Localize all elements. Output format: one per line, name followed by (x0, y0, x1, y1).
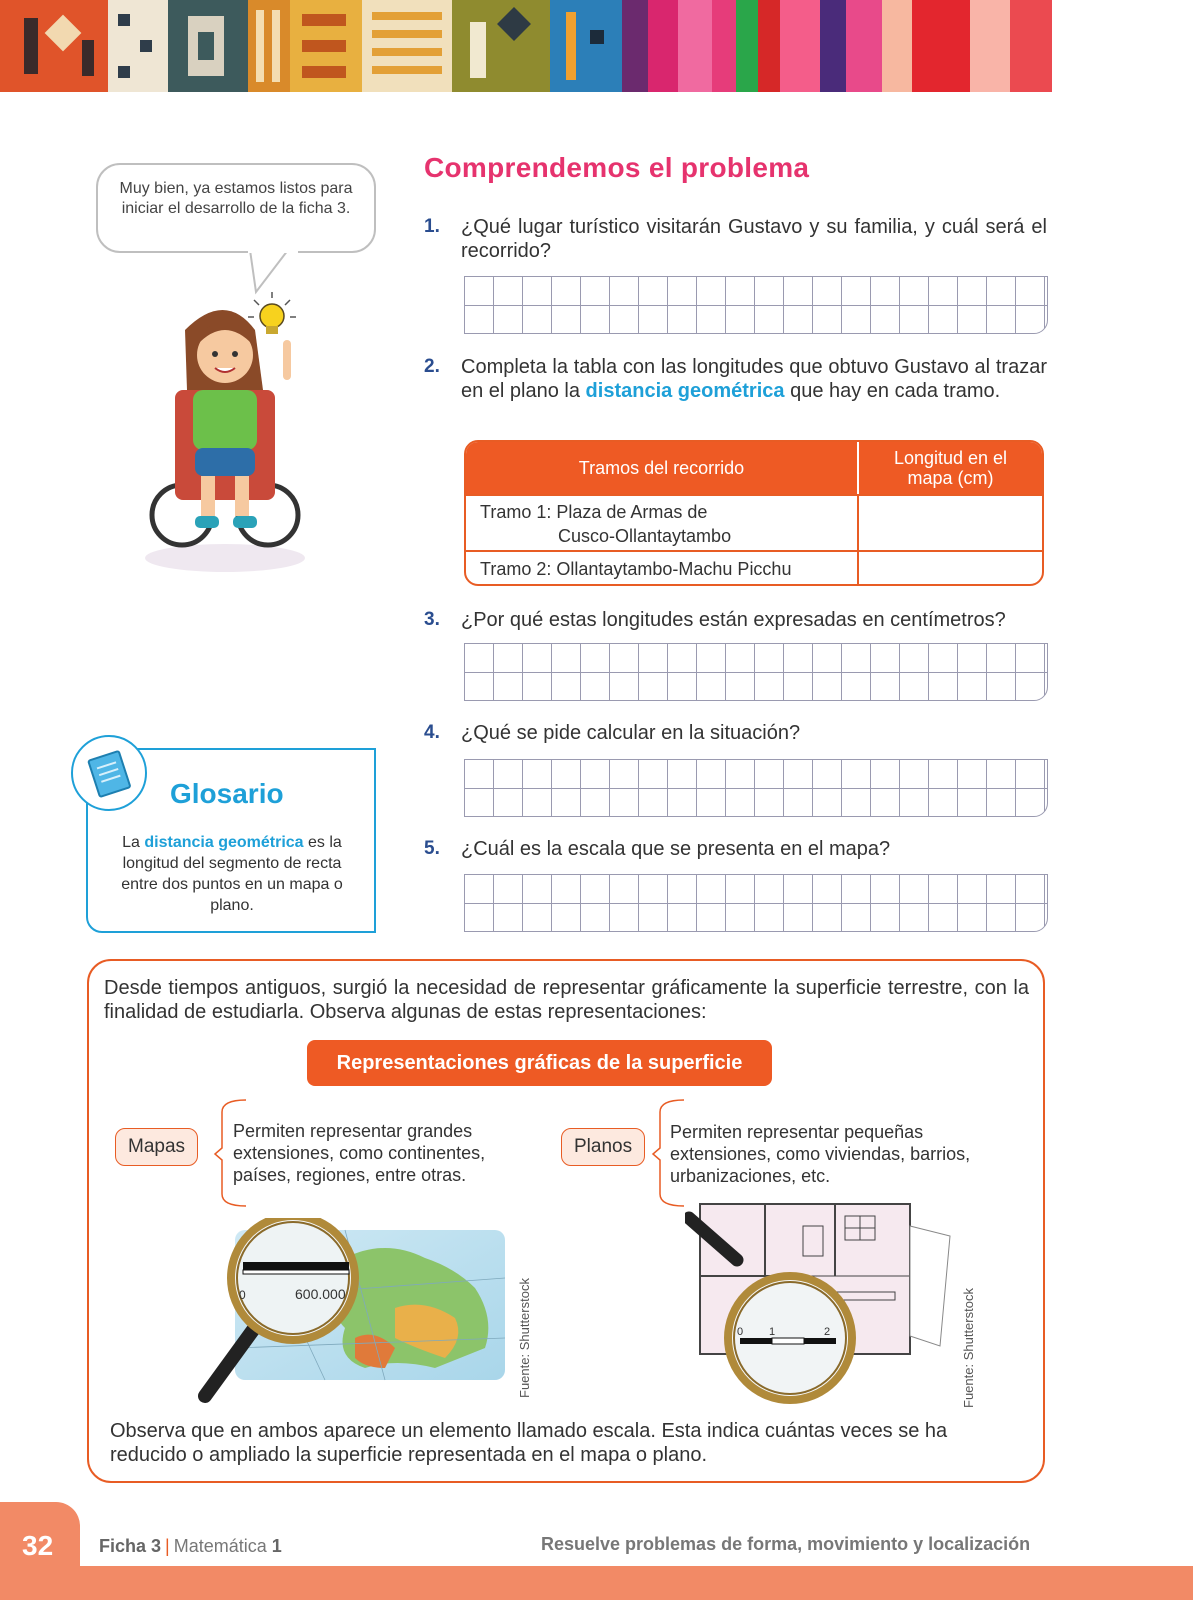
glossary-book-icon-badge (71, 735, 147, 811)
route-table-header (466, 442, 1042, 494)
lightbulb-icon (248, 292, 296, 334)
map-credit: Fuente: Shutterstock (517, 1278, 532, 1398)
question-5-number: 5. (424, 838, 440, 859)
plan-credit: Fuente: Shutterstock (961, 1288, 976, 1408)
map-magnifier-illustration (195, 1218, 515, 1408)
footer-ficha-label: Ficha 3 (99, 1536, 162, 1556)
textile-stripe (758, 0, 780, 92)
tramo-1-cell (466, 496, 859, 550)
map-scale-label: 600.000 (295, 1286, 346, 1302)
question-5-answer-grid[interactable] (464, 874, 1048, 932)
footer-separator: | (165, 1536, 170, 1556)
footer-bar (0, 1566, 1193, 1600)
representations-header: Representaciones gráficas de la superficie (307, 1040, 772, 1086)
speech-bubble (96, 163, 376, 253)
textile-stripe (678, 0, 712, 92)
textile-stripe (820, 0, 846, 92)
textile-stripe (970, 0, 1010, 92)
table-row (466, 494, 1042, 550)
tramo-1-line1: Tramo 1: Plaza de Armas de (480, 502, 708, 522)
question-1-number: 1. (424, 216, 440, 237)
tramo-1-line2: Cusco-Ollantaytambo (558, 526, 732, 546)
textile-stripe (550, 0, 622, 92)
info-outro-text: Observa que en ambos aparece un elemento llamado escala. Esta indica cuántas veces se ha reducido o ampliado la superficie representada en el mapa o plano. (110, 1420, 948, 1466)
textile-stripe (712, 0, 736, 92)
textile-stripe (912, 0, 970, 92)
longitud-1-cell[interactable] (859, 496, 1042, 550)
textile-stripe (736, 0, 758, 92)
question-3-number: 3. (424, 609, 440, 630)
textile-stripe (648, 0, 678, 92)
glossary-text-end: es la longitud del segmento de recta entre dos puntos en un mapa o plano. (121, 834, 343, 914)
longitud-2-cell[interactable] (859, 552, 1042, 586)
glossary-term: distancia geométrica (144, 834, 304, 851)
map-scale-zero: 0 (239, 1288, 246, 1302)
footer-ficha (99, 1536, 282, 1557)
question-2-text-start: Completa la tabla con las longitudes que obtuvo Gustavo al trazar en el plano la (461, 356, 1047, 402)
plan-scale-0: 0 (737, 1326, 744, 1338)
question-4-answer-grid[interactable] (464, 759, 1048, 817)
textile-stripe (622, 0, 648, 92)
footer-subject: Matemática (173, 1536, 267, 1556)
header-longitud: Longitud en el mapa (cm) (893, 448, 1008, 488)
question-2-number: 2. (424, 356, 440, 377)
planos-description: Permiten representar pequeñas extensiones, como viviendas, barrios, urbanizaciones, etc. (670, 1122, 971, 1186)
textile-stripe (362, 0, 452, 92)
textile-stripe (452, 0, 550, 92)
question-4-text: ¿Qué se pide calcular en la situación? (461, 722, 801, 744)
textile-stripe (248, 0, 290, 92)
plan-magnifier-illustration (685, 1196, 970, 1411)
header-textile-banner (0, 0, 1193, 92)
plan-scale-1: 1 (769, 1326, 776, 1338)
textile-stripe (290, 0, 362, 92)
question-2-text (461, 355, 1047, 403)
route-table (464, 440, 1044, 586)
glossary-title: Glosario (170, 778, 284, 809)
info-intro-text: Desde tiempos antiguos, surgió la necesidad de representar gráficamente la superficie terrestre, con la finalidad de estudiarla. Observa algunas de estas representaciones: (104, 977, 1029, 1023)
question-4-number: 4. (424, 722, 440, 743)
question-3-text: ¿Por qué estas longitudes están expresadas en centímetros? (461, 609, 1006, 631)
glossary-definition (110, 832, 354, 916)
speech-bubble-text: Muy bien, ya estamos listos para iniciar el desarrollo de la ficha 3. (119, 180, 353, 217)
question-1-text: ¿Qué lugar turístico visitarán Gustavo y su familia, y cuál será el recorrido? (461, 216, 1047, 262)
section-title: Comprendemos el problema (424, 152, 810, 183)
question-1-answer-grid[interactable] (464, 276, 1048, 334)
footer-grade: 1 (271, 1536, 282, 1556)
header-tramos: Tramos del recorrido (466, 442, 859, 494)
textile-stripe (780, 0, 820, 92)
table-row (466, 550, 1042, 586)
textile-stripe (1010, 0, 1052, 92)
question-3-answer-grid[interactable] (464, 643, 1048, 701)
question-2-highlight: distancia geométrica (585, 380, 785, 402)
student-wheelchair-illustration (135, 290, 315, 575)
question-5-text: ¿Cuál es la escala que se presenta en el mapa? (461, 838, 891, 860)
plan-scale-2: 2 (824, 1326, 831, 1338)
mapas-description: Permiten representar grandes extensiones, como continentes, países, regiones, entre otras. (233, 1121, 486, 1185)
footer-competency: Resuelve problemas de forma, movimiento y localización (541, 1534, 1031, 1554)
page-number: 32 (22, 1530, 54, 1561)
mapas-label: Mapas (115, 1128, 198, 1166)
planos-label: Planos (561, 1128, 645, 1166)
textile-stripe (0, 0, 108, 92)
question-2-text-end: que hay en cada tramo. (784, 380, 1001, 402)
book-icon (73, 737, 145, 809)
glossary-text-start: La (122, 834, 145, 851)
textile-stripe (846, 0, 882, 92)
textile-stripe (168, 0, 248, 92)
textile-stripe (108, 0, 168, 92)
tramo-2-cell: Tramo 2: Ollantaytambo-Machu Picchu (466, 552, 859, 586)
textile-stripe (882, 0, 912, 92)
